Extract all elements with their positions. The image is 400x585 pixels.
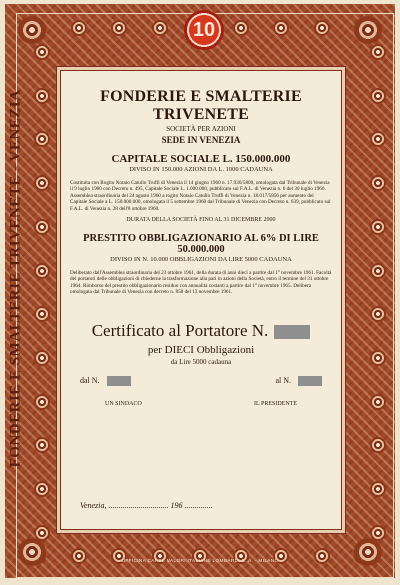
rosette-icon (370, 131, 386, 147)
rosette-icon (34, 350, 50, 366)
incorporation-paragraph: Costituita con Rogito Notaio Catullo Truffi di Venezia il 14 giugno 1960 n. 17.930/5800, omologata dal Tribunale di Venezia il 9 luglio 1960 con Decreto n. 495, Capitale Sociale L. 1.000.000, pubblicato sul F.A.L. di Venezia n. 6 del 30 luglio 1960. Assemblea straordinaria del 24 agosto 1960 a rogito Notaio Catullo Truffi di Venezia n. 18.017/5856 per aumento del Capitale Sociale a L. 150.000.000, omologata il 5 settembre 1960 dal Tribunale di Venezia con Decreto n. 639, pubblicato sul F.A.L. di Venezia n. 28 dell'8 ottobre 1960. (70, 180, 331, 212)
rosette-icon (34, 44, 50, 60)
corner-ornament-icon (18, 16, 46, 44)
share-capital-detail: DIVISO IN 150.000 AZIONI DA L. 1000 CADAUNA (129, 166, 273, 173)
rosette-icon (34, 481, 50, 497)
certificate-heading: Certificato al Portatore N. (70, 321, 332, 341)
printer-credit: OFFICINA CARTE VALORI ITALIANE LOMBARDI S. A. - MILANO (121, 559, 279, 564)
bond-loan-title: PRESTITO OBBLIGAZIONARIO AL 6% DI LIRE 50.000.000 (83, 233, 319, 256)
rosette-icon (370, 481, 386, 497)
rosette-icon (370, 44, 386, 60)
rosette-icon (34, 394, 50, 410)
company-title: FONDERIE E SMALTERIE TRIVENETE (100, 88, 302, 123)
company-seat: SEDE IN VENEZIA (161, 135, 241, 145)
company-type: SOCIETÀ PER AZIONI (166, 125, 236, 133)
vertical-company-title: FONDERIE E SMALTERIE TRIVENETE - VENEZIA (7, 89, 24, 468)
rosette-icon (370, 263, 386, 279)
mayor-signature-label: UN SINDACO (105, 400, 142, 407)
rosette-icon (34, 88, 50, 104)
rosette-icon (71, 20, 87, 36)
president-signature-label: IL PRESIDENTE (254, 400, 297, 407)
bond-denomination: da Lire 5000 cadauna (170, 357, 232, 366)
certificate-content (70, 80, 332, 407)
rosette-icon (370, 437, 386, 453)
rosette-icon (152, 20, 168, 36)
rosette-icon (233, 20, 249, 36)
rosette-icon (314, 20, 330, 36)
signature-labels (70, 401, 332, 407)
rosette-icon (34, 437, 50, 453)
rosette-icon (370, 350, 386, 366)
corner-ornament-icon (354, 16, 382, 44)
bottom-ornament-row (30, 544, 370, 568)
left-ornament-column (30, 44, 54, 541)
right-ornament-column (366, 44, 390, 541)
rosette-icon (34, 131, 50, 147)
rosette-icon (370, 306, 386, 322)
to-number-box (298, 376, 322, 386)
city-date-line: Venezia, .............................. 196 .............. (80, 501, 213, 510)
bond-loan-paragraph: Deliberato dall'Assemblea straordinaria del 23 ottobre 1961, della durata di anni dieci a partire dal 1° novembre 1961. Facoltà dei portatori delle obbligazioni di chiederne la trasformazione alla pari in azioni della Società, entro il termine del 31 ottobre 1964. Rimborso del prestito obbligazionario residuo con annualità costanti a partire dal 1° novembre 1965. Delibera omologata dal Tribunale di Venezia con decreto n. 858 del 13 novembre 1961. (70, 270, 332, 296)
badge-number: 10 (192, 18, 216, 41)
rosette-icon (34, 175, 50, 191)
rosette-icon (370, 219, 386, 235)
bond-count: per DIECI Obbligazioni (147, 343, 255, 356)
rosette-icon (34, 263, 50, 279)
rosette-icon (273, 20, 289, 36)
bond-loan-detail: DIVISO IN N. 10.000 OBBLIGAZIONI DA LIRE 5000 CADAUNA (110, 256, 292, 264)
denomination-badge (184, 10, 224, 50)
share-capital: CAPITALE SOCIALE L. 150.000.000 (111, 153, 291, 165)
rosette-icon (111, 20, 127, 36)
company-duration: DURATA DELLA SOCIETÀ FINO AL 31 DICEMBRE 2000 (126, 217, 276, 224)
certificate-number-box (274, 325, 310, 339)
from-number-box (107, 376, 131, 386)
rosette-icon (370, 394, 386, 410)
rosette-icon (370, 175, 386, 191)
serial-range (70, 376, 332, 386)
rosette-icon (34, 306, 50, 322)
rosette-icon (370, 88, 386, 104)
range-to: al N. (275, 376, 322, 386)
rosette-icon (34, 219, 50, 235)
range-from: dal N. (80, 376, 131, 386)
